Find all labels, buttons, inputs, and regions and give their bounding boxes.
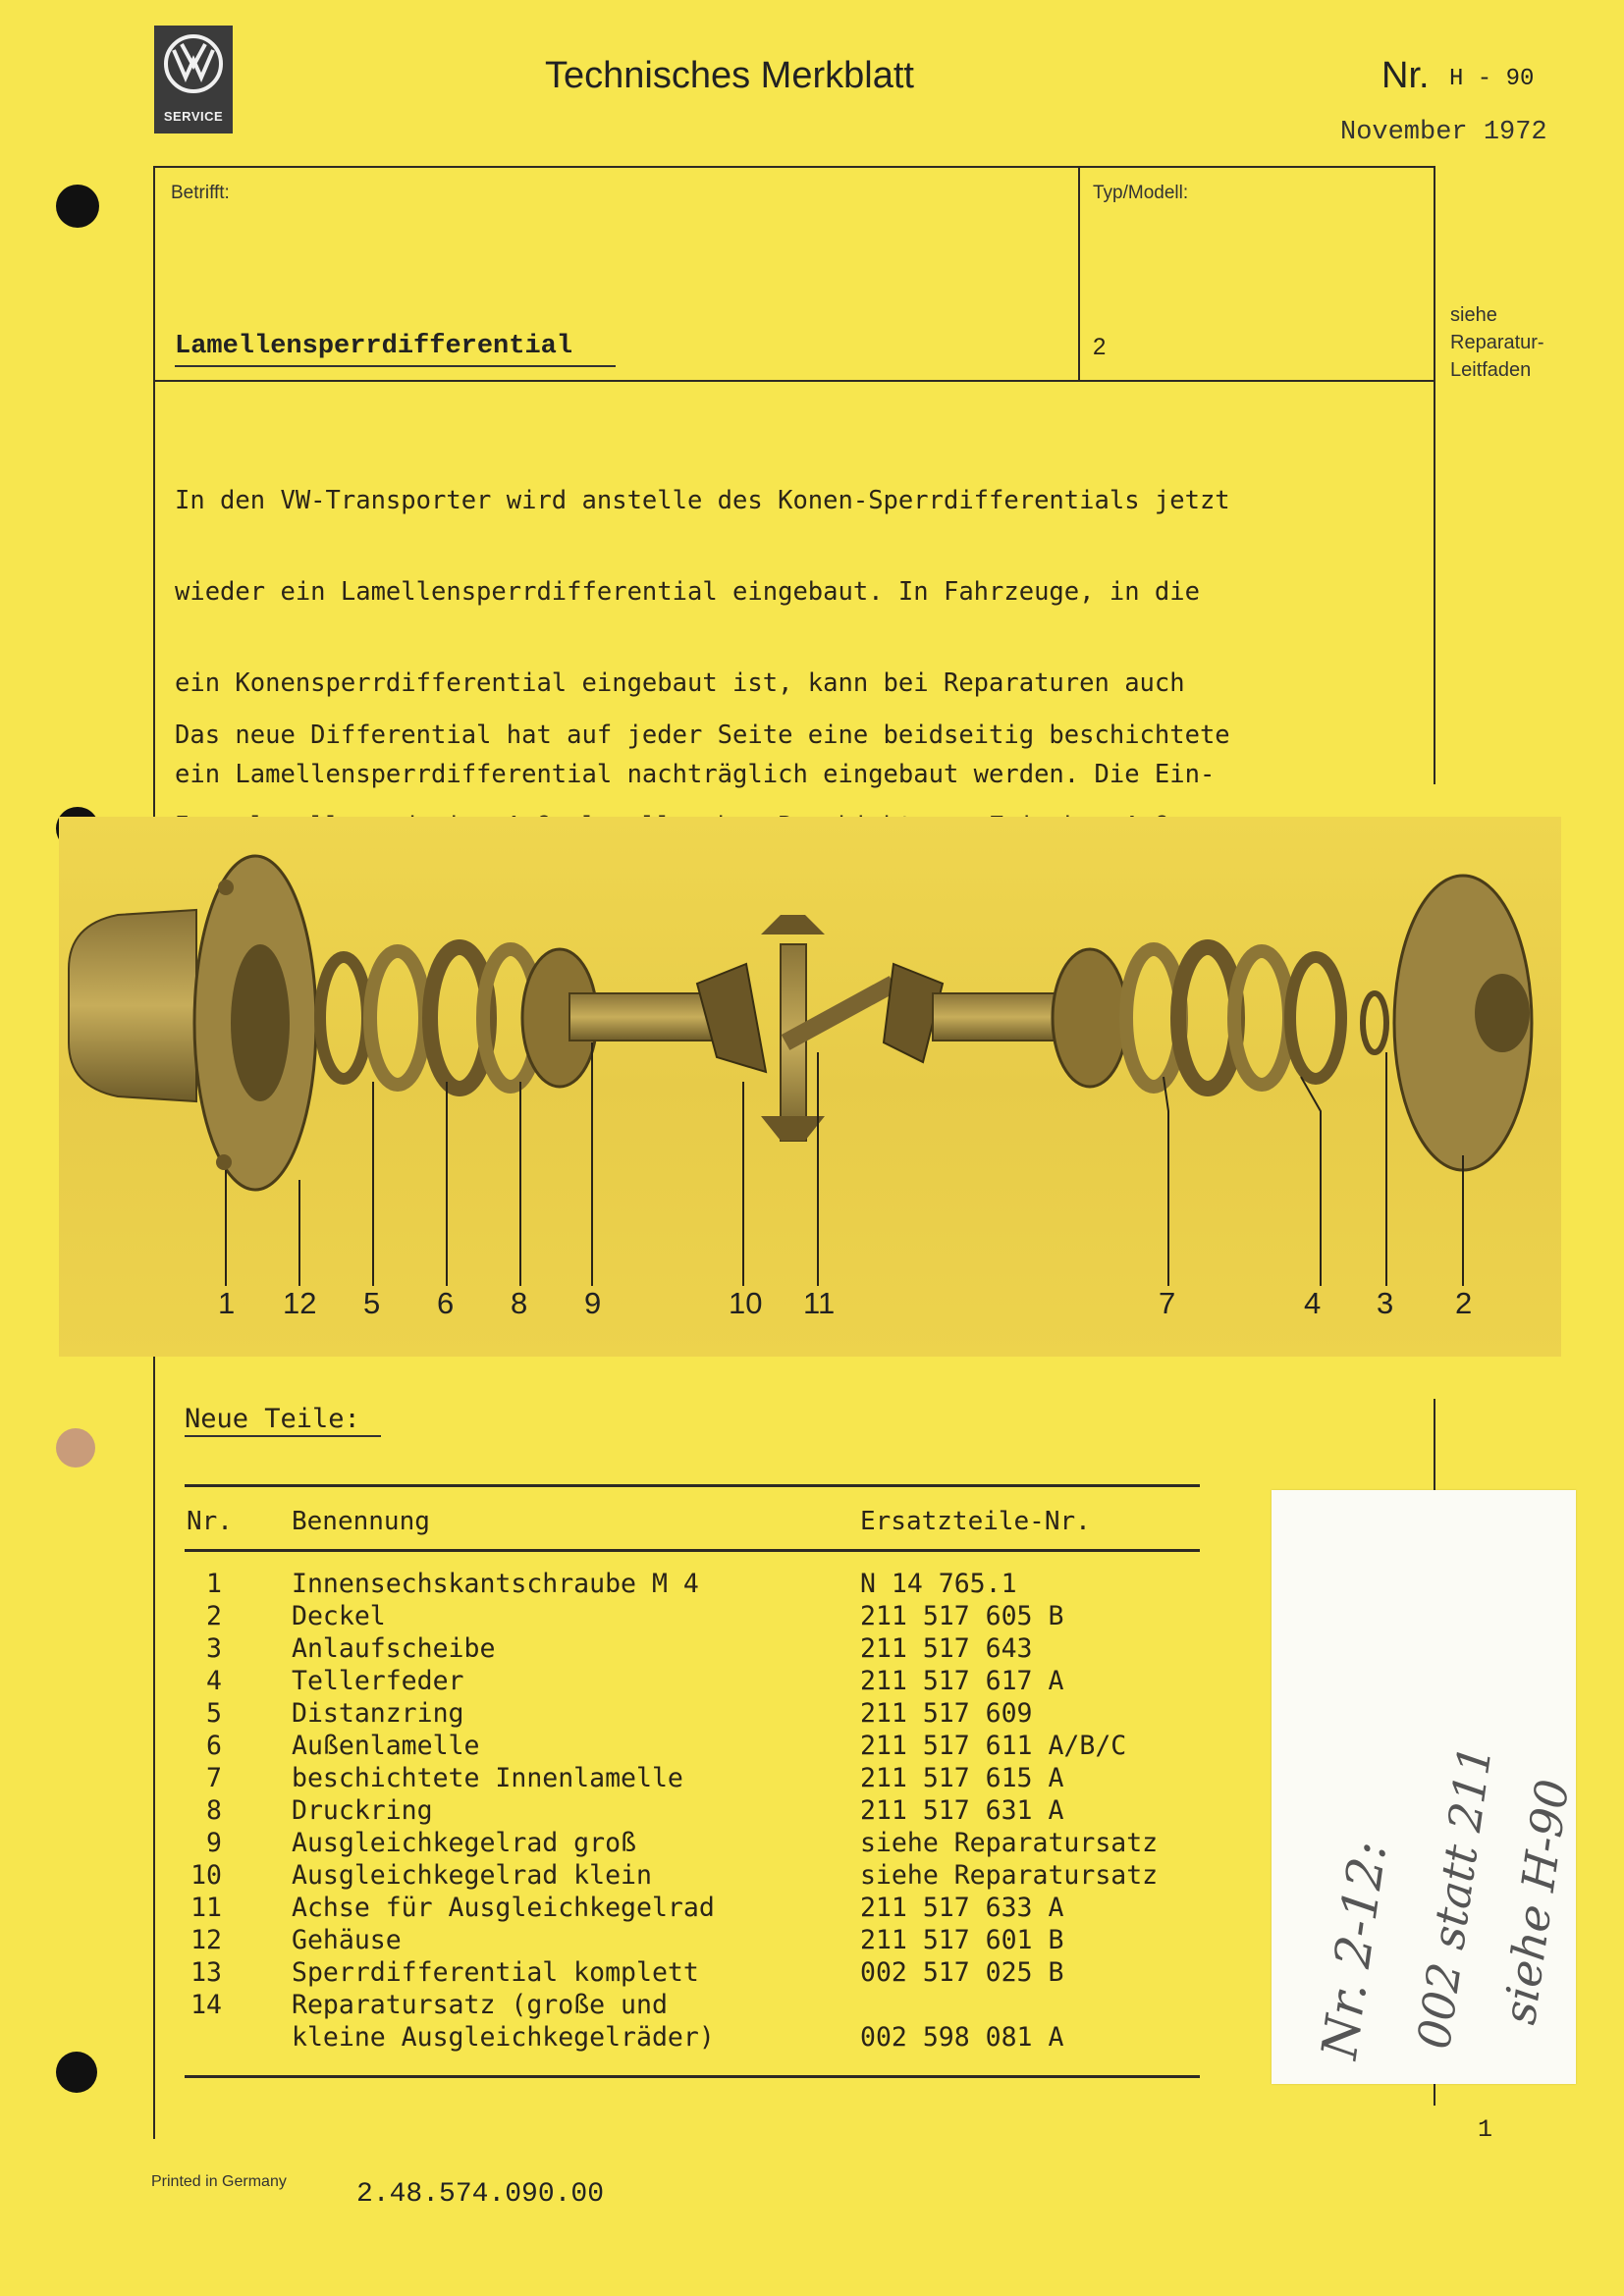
part-number-index: 12 (190, 1925, 222, 1955)
part-number: 211 517 631 A (860, 1795, 1064, 1826)
sticky-note (1272, 1490, 1580, 2084)
part-number: 002 517 025 B (860, 1957, 1064, 1988)
part-name: Druckring (292, 1795, 433, 1826)
part-number-index: 14 (190, 1990, 222, 2020)
thrust-washer (1363, 993, 1386, 1052)
callout-10: 10 (729, 1286, 763, 1320)
page-number: 1 (1478, 2115, 1493, 2144)
part-name: Deckel (292, 1601, 386, 1631)
part-number-index: 1 (206, 1569, 222, 1599)
callout-12: 12 (283, 1286, 317, 1320)
part-number-index: 6 (206, 1731, 222, 1761)
part-number: 211 517 601 B (860, 1925, 1064, 1955)
housing-body (69, 910, 196, 1101)
paragraph-line: Das neue Differential hat auf jeder Seite eine beidseitig beschichtete (175, 721, 1230, 750)
bolt (218, 880, 234, 895)
typ-value: 2 (1093, 334, 1107, 360)
part-name: Sperrdifferential komplett (292, 1957, 699, 1988)
note-line-1: Nr. 2-12: (1311, 1838, 1398, 2063)
part-name: Achse für Ausgleichkegelrad (292, 1893, 715, 1923)
disc (1290, 957, 1341, 1079)
callout-11: 11 (803, 1286, 836, 1320)
parts-heading-underline (185, 1435, 381, 1437)
part-name: Ausgleichkegelrad groß (292, 1828, 636, 1858)
callout-1: 1 (218, 1286, 236, 1320)
nr-label: Nr. (1381, 55, 1430, 96)
part-number: 211 517 605 B (860, 1601, 1064, 1631)
pressure-ring (1053, 949, 1127, 1087)
callout-8: 8 (511, 1286, 528, 1320)
note-line-3: siehe H-90 (1492, 1776, 1580, 2028)
cover-bore (1475, 974, 1530, 1052)
part-number-index: 13 (190, 1957, 222, 1988)
part-name: kleine Ausgleichkegelräder) (292, 2022, 715, 2053)
box-top-line (153, 166, 1435, 168)
punch-hole-1 (56, 185, 99, 228)
typ-label: Typ/Modell: (1093, 183, 1189, 203)
callout-9: 9 (584, 1286, 602, 1320)
printed-in-label: Printed in Germany (151, 2173, 287, 2190)
column-header-name: Benennung (292, 1507, 430, 1536)
punch-hole-4 (56, 2052, 97, 2093)
part-number-index: 5 (206, 1698, 222, 1729)
punch-hole-3 (56, 1428, 95, 1468)
part-name: Tellerfeder (292, 1666, 464, 1696)
table-rule-top (185, 1484, 1200, 1487)
part-number-index: 4 (206, 1666, 222, 1696)
exploded-view-photo (59, 817, 1561, 1357)
paragraph-line: ein Konensperrdifferential eingebaut ist, kann bei Reparaturen auch (175, 668, 1185, 698)
document-title: Technisches Merkblatt (545, 55, 914, 96)
part-number-index: 11 (190, 1893, 222, 1923)
callout-4: 4 (1304, 1286, 1322, 1320)
issue-date: November 1972 (1340, 118, 1547, 147)
part-number: 002 598 081 A (860, 2022, 1064, 2053)
part-number-index: 9 (206, 1828, 222, 1858)
betrifft-label: Betrifft: (171, 183, 230, 203)
callout-2: 2 (1455, 1286, 1473, 1320)
callout-7: 7 (1159, 1286, 1176, 1320)
column-header-part: Ersatzteile-Nr. (860, 1507, 1091, 1536)
part-name: Außenlamelle (292, 1731, 480, 1761)
callout-3: 3 (1377, 1286, 1394, 1320)
parts-heading: Neue Teile: (185, 1404, 360, 1434)
part-number-index: 2 (206, 1601, 222, 1631)
bolt (216, 1154, 232, 1170)
part-number: 211 517 615 A (860, 1763, 1064, 1793)
part-number: N 14 765.1 (860, 1569, 1017, 1599)
part-name: Anlaufscheibe (292, 1633, 496, 1664)
part-number-index: 8 (206, 1795, 222, 1826)
part-name: Distanzring (292, 1698, 464, 1729)
part-name: Innensechskantschraube M 4 (292, 1569, 699, 1599)
table-rule-bottom (185, 2075, 1200, 2078)
part-name: Gehäuse (292, 1925, 402, 1955)
column-header-nr: Nr. (187, 1507, 233, 1536)
part-number: 211 517 633 A (860, 1893, 1064, 1923)
part-number: siehe Reparatursatz (860, 1828, 1159, 1858)
side-note-line: Leitfaden (1450, 359, 1532, 381)
side-note (1450, 301, 1544, 384)
part-number: 211 517 617 A (860, 1666, 1064, 1696)
part-number-index: 7 (206, 1763, 222, 1793)
part-name: Ausgleichkegelrad klein (292, 1860, 652, 1891)
document-code: 2.48.574.090.00 (356, 2179, 605, 2210)
callout-5: 5 (363, 1286, 381, 1320)
disc (320, 957, 367, 1079)
callout-6: 6 (437, 1286, 455, 1320)
side-note-line: Reparatur- (1450, 332, 1544, 353)
part-number: 211 517 609 (860, 1698, 1033, 1729)
box-divider-line (1078, 166, 1080, 382)
vw-logo-icon (162, 32, 225, 95)
part-name: beschichtete Innenlamelle (292, 1763, 683, 1793)
disc (370, 951, 425, 1085)
housing-bore (231, 944, 290, 1101)
large-bevel-gear (697, 964, 766, 1072)
part-number: 211 517 611 A/B/C (860, 1731, 1127, 1761)
part-number-index: 3 (206, 1633, 222, 1664)
part-number: siehe Reparatursatz (860, 1860, 1159, 1891)
part-number-index: 10 (190, 1860, 222, 1891)
small-bevel-gear (761, 1116, 825, 1141)
paragraph-line: wieder ein Lamellensperrdifferential eingebaut. In Fahrzeuge, in die (175, 577, 1200, 607)
vw-service-logo (154, 26, 233, 133)
box-right-line-top (1434, 166, 1435, 784)
paragraph-line: ein Lamellensperrdifferential nachträglich eingebaut werden. Die Ein- (175, 760, 1216, 789)
side-note-line: siehe (1450, 304, 1497, 326)
small-bevel-gear (761, 915, 825, 934)
subject-underline (175, 365, 616, 367)
paragraph-line: In den VW-Transporter wird anstelle des Konen-Sperrdifferentials jetzt (175, 486, 1230, 515)
part-number: 211 517 643 (860, 1633, 1033, 1664)
subject-title: Lamellensperrdifferential (175, 332, 573, 361)
table-rule-header (185, 1549, 1200, 1552)
note-line-2: 002 statt 211 (1407, 1741, 1502, 2053)
differential-illustration (59, 817, 1561, 1357)
box-bottom-line (153, 380, 1435, 382)
part-name: Reparatursatz (große und (292, 1990, 668, 2020)
service-label: SERVICE (163, 109, 224, 124)
nr-value: H - 90 (1449, 66, 1535, 92)
